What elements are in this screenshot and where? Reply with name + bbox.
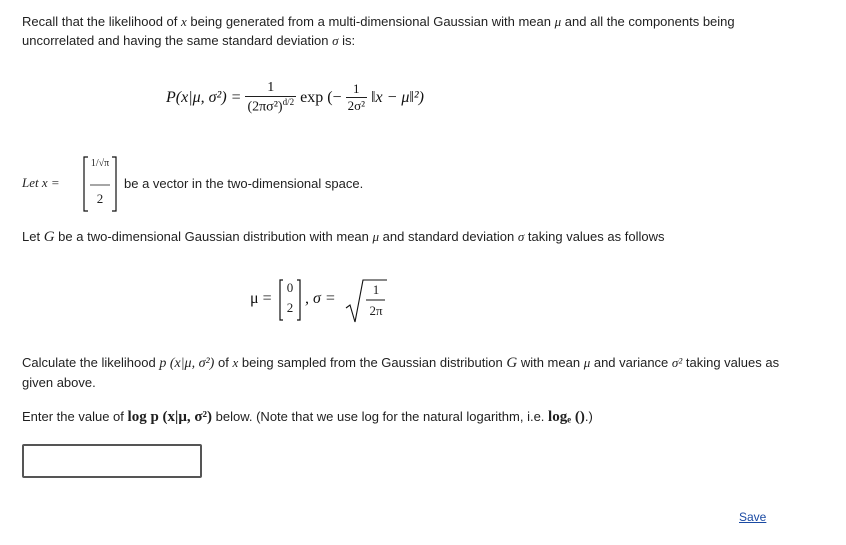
sigma-num: 1	[372, 282, 380, 297]
sigma-label: , σ =	[305, 290, 336, 307]
gaussian-definition: Let G be a two-dimensional Gaussian distribution with mean μ and standard deviation σ taking values as follows	[22, 229, 665, 245]
vector-entry-top: 1/√π	[90, 158, 110, 169]
enter-instruction: Enter the value of log p (x|μ, σ²) below. (Note that we use log for the natural logarithm, i.e. logₑ ().)	[22, 409, 593, 425]
mu-entry-top: 0	[286, 280, 294, 295]
mu-vector	[278, 278, 302, 322]
calculate-paragraph: Calculate the likelihood p (x|μ, σ²) of x being sampled from the Gaussian distribution G with mean μ and variance σ² taking values as given above.	[22, 355, 780, 390]
likelihood-formula: P(x|μ, σ²) = $\frac{1}{(2\pi\sigma^2)^{d/2}}$ exp (− $\frac{1}{\text{2σ²}}$ ‖x − μ‖²)	[166, 80, 425, 115]
mu-label: μ =	[250, 290, 272, 307]
answer-input[interactable]	[22, 444, 202, 478]
mu-entry-bottom: 2	[286, 300, 294, 315]
vector-label: Let x =	[22, 175, 60, 190]
save-link[interactable]: Save	[739, 510, 767, 524]
sigma-value	[345, 278, 387, 324]
intro-paragraph: Recall that the likelihood of x being generated from a multi-dimensional Gaussian with mean μ and all the components being uncorrelated and having the same standard deviation σ is:	[22, 14, 735, 48]
vector-x	[82, 155, 118, 213]
sigma-den: 2π	[369, 303, 383, 318]
vector-description: be a vector in the two-dimensional space.	[124, 176, 364, 191]
vector-entry-bottom: 2	[96, 191, 104, 206]
